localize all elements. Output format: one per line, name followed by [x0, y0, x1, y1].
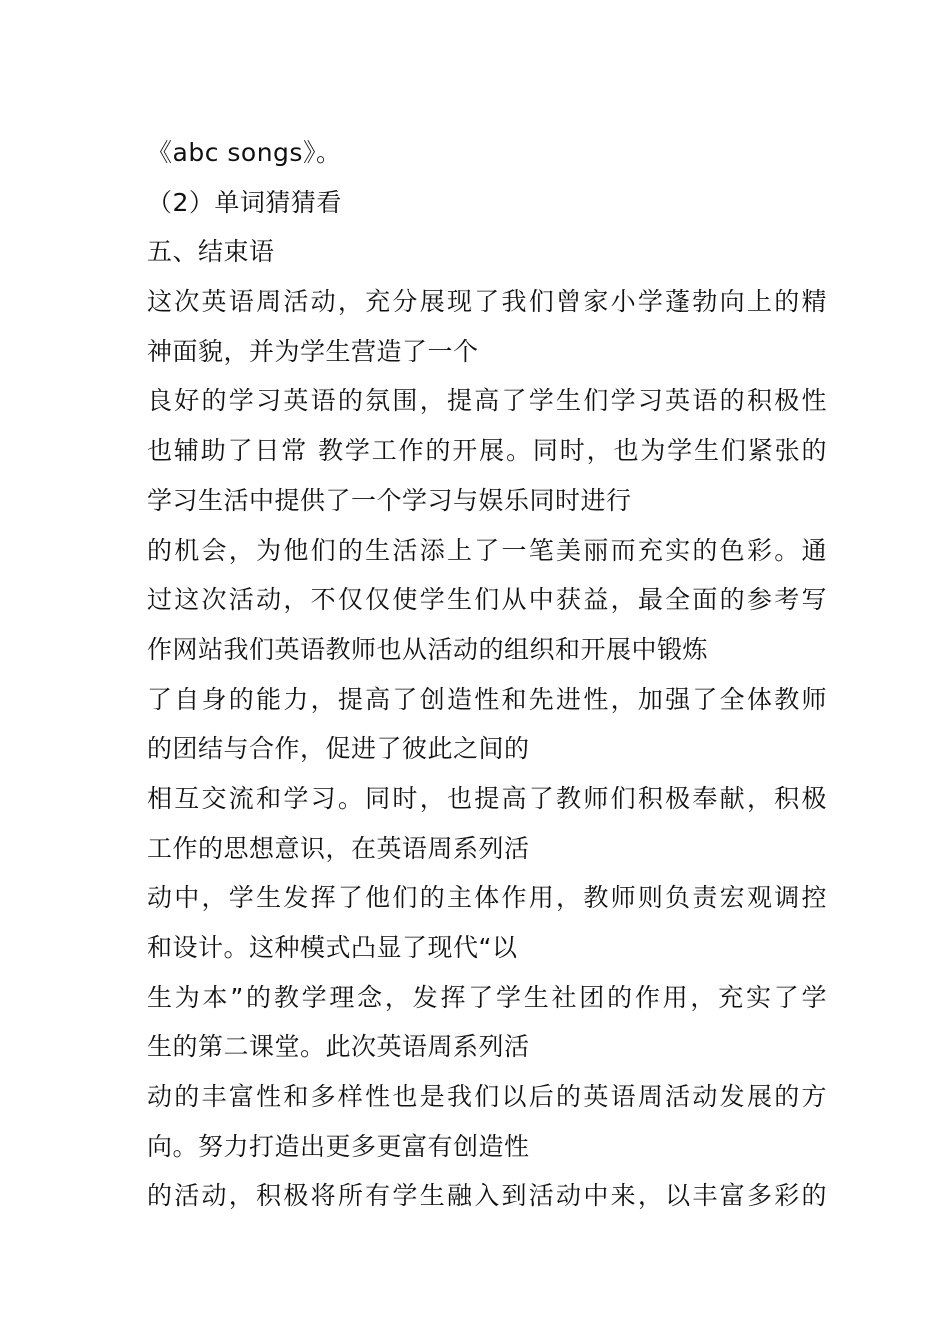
text-line: 也辅助了日常 教学工作的开展。同时，也为学生们紧张的	[147, 436, 827, 466]
text-line: 《abc songs》。	[147, 138, 342, 167]
section-heading: 五、结束语	[147, 237, 275, 267]
text-line: 良好的学习英语的氛围，提高了学生们学习英语的积极性	[147, 386, 827, 416]
text-line: （2）单词猜猜看	[147, 187, 342, 217]
text-line: 工作的思想意识，在英语周系列活	[147, 833, 530, 863]
text-line: 学习生活中提供了一个学习与娱乐同时进行	[147, 485, 632, 515]
text-line: 相互交流和学习。同时，也提高了教师们积极奉献，积极	[147, 783, 827, 813]
text-line: 过这次活动，不仅仅使学生们从中获益，最全面的参考写	[147, 585, 827, 615]
text-line: 的团结与合作，促进了彼此之间的	[147, 734, 530, 764]
text-line: 的机会，为他们的生活添上了一笔美丽而充实的色彩。通	[147, 535, 827, 565]
text-line: 和设计。这种模式凸显了现代“以	[147, 933, 518, 962]
text-line: 的活动，积极将所有学生融入到活动中来，以丰富多彩的	[147, 1181, 827, 1211]
body-text	[147, 128, 827, 1221]
text-line: 向。努力打造出更多更富有创造性	[147, 1131, 530, 1161]
text-line: 了自身的能力，提高了创造性和先进性，加强了全体教师	[147, 684, 827, 714]
text-line: 动中，学生发挥了他们的主体作用，教师则负责宏观调控	[147, 883, 827, 913]
text-line: 生为本”的教学理念，发挥了学生社团的作用，充实了学	[147, 982, 827, 1012]
text-line: 这次英语周活动，充分展现了我们曾家小学蓬勃向上的精	[147, 287, 827, 317]
text-line: 作网站我们英语教师也从活动的组织和开展中锻炼	[147, 634, 709, 664]
text-line: 生的第二课堂。此次英语周系列活	[147, 1032, 530, 1062]
text-line: 神面貌，并为学生营造了一个	[147, 336, 479, 366]
text-line: 动的丰富性和多样性也是我们以后的英语周活动发展的方	[147, 1082, 827, 1112]
